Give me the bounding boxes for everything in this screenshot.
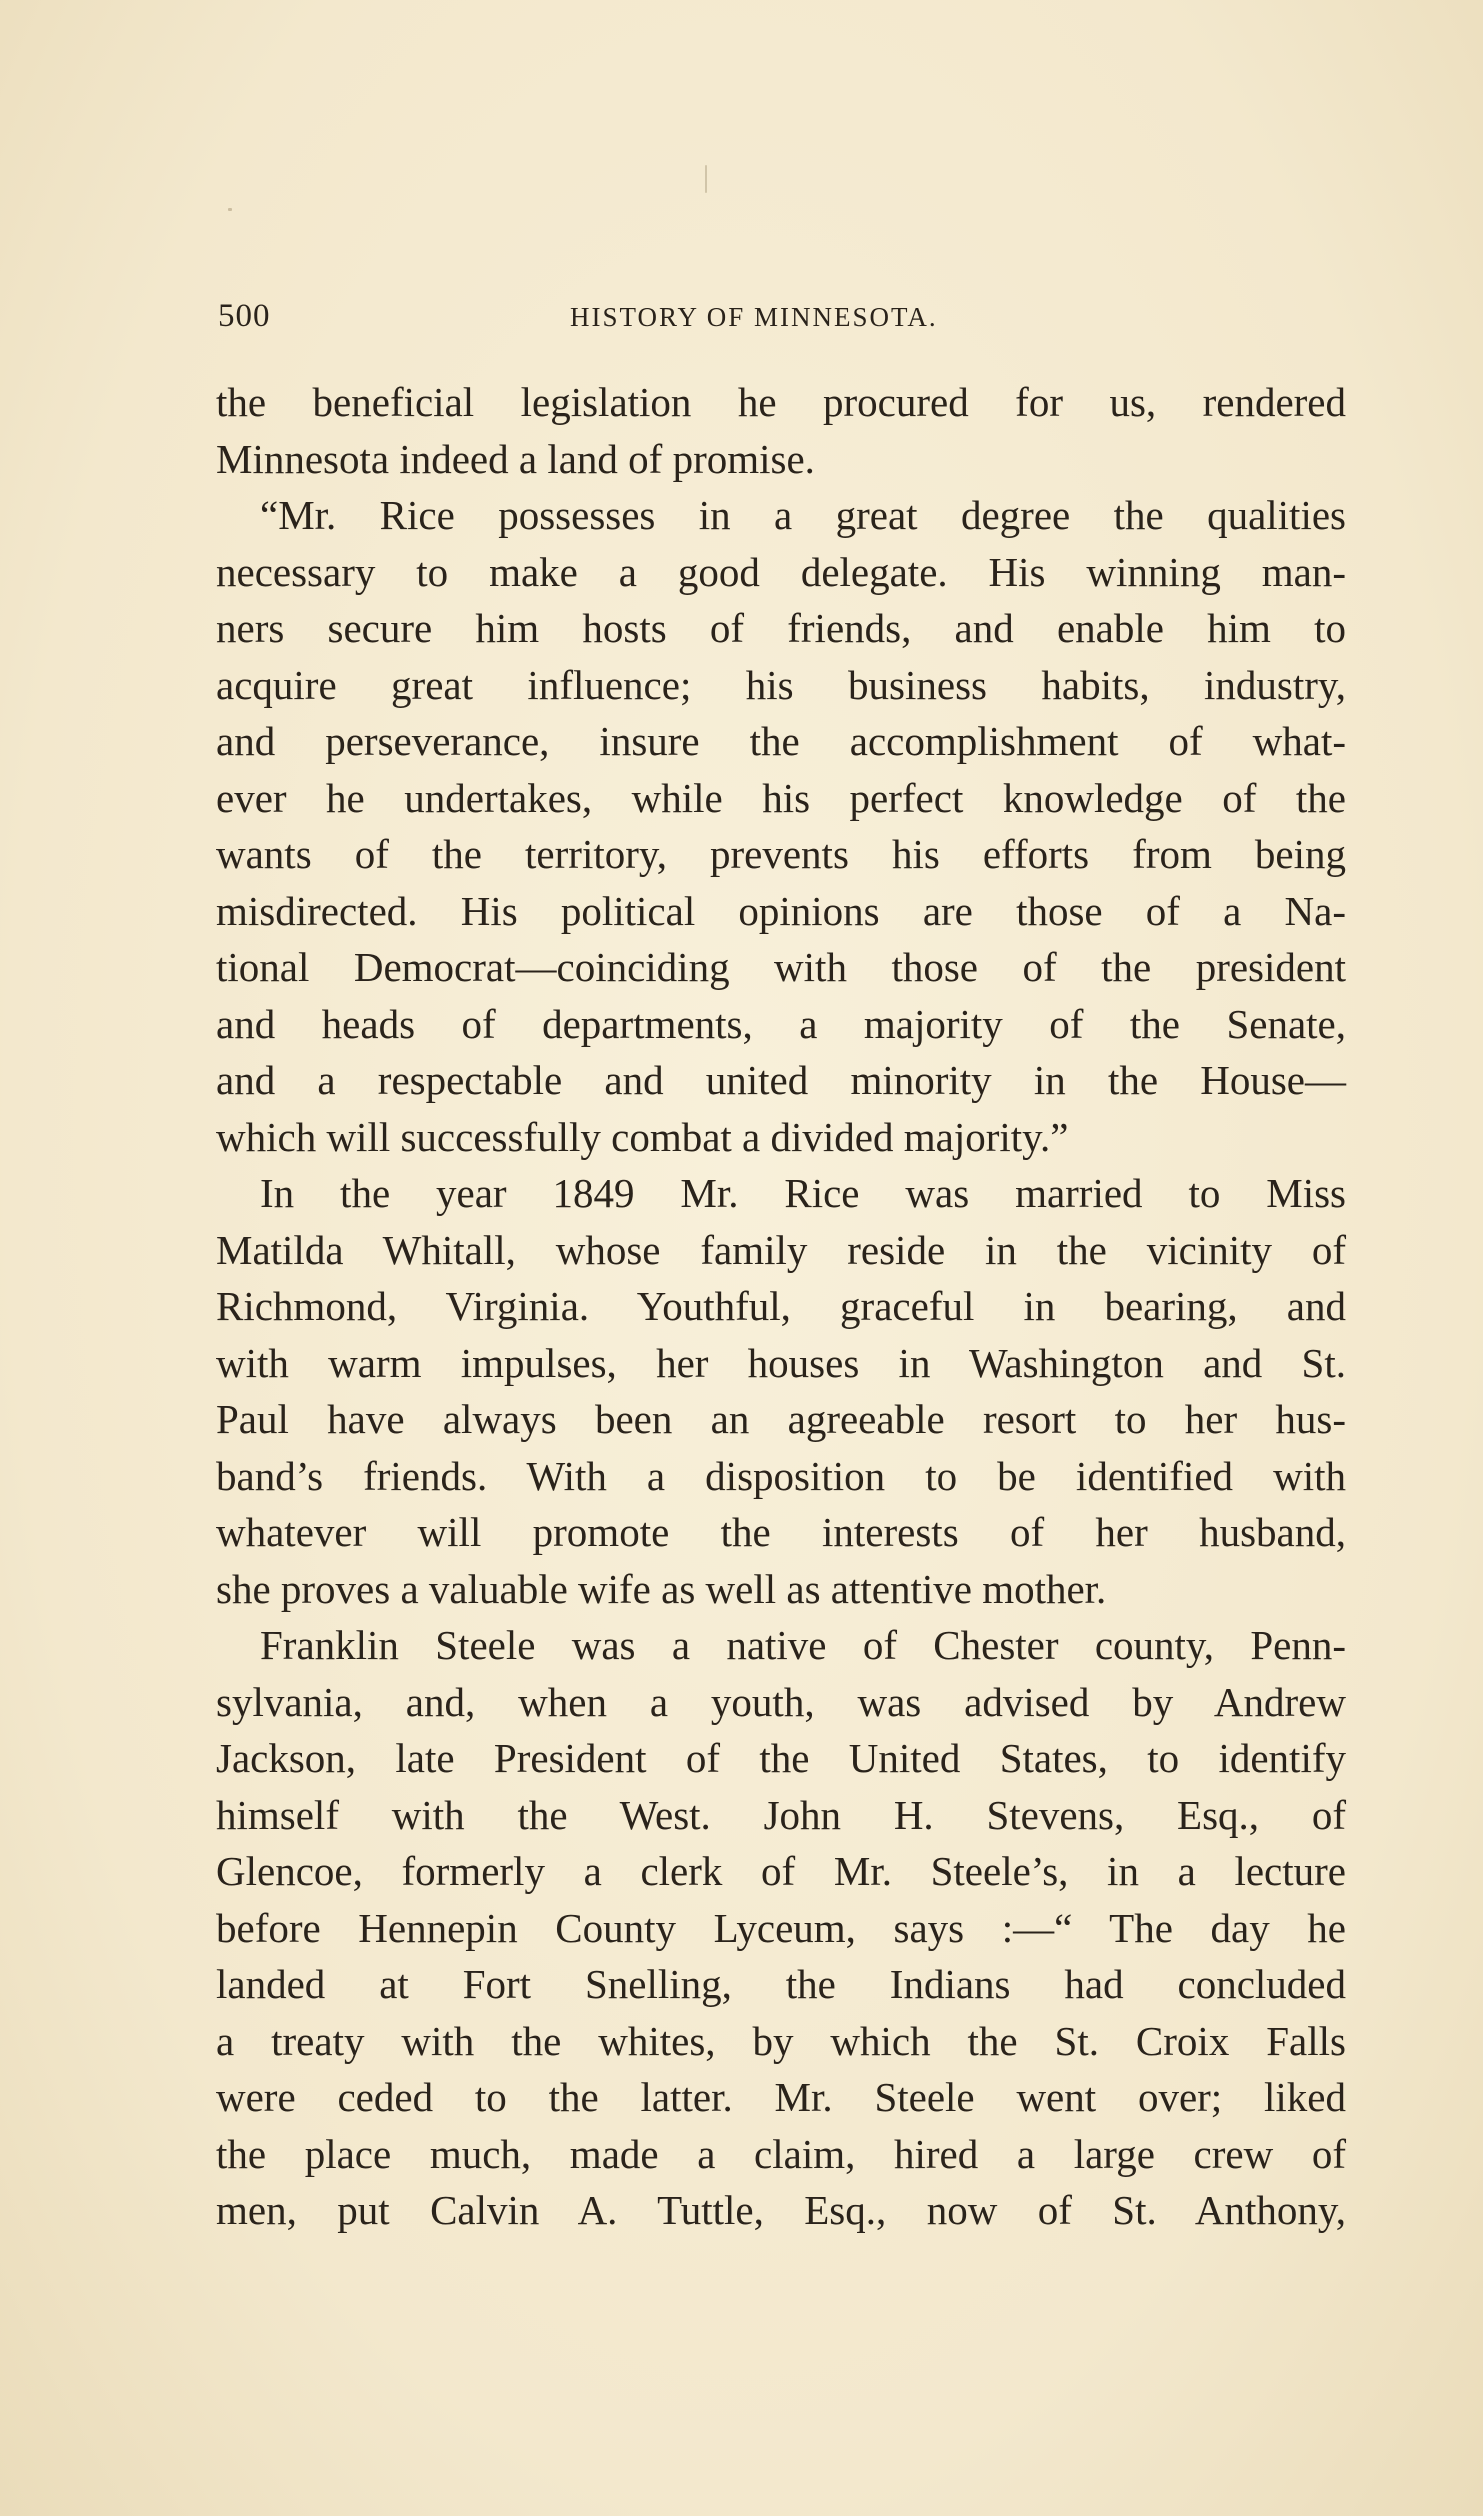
text-line: tional Democrat—coinciding with those of the president (216, 944, 1346, 990)
text-line: Franklin Steele was a native of Chester county, Penn- (260, 1622, 1346, 1668)
running-title: HISTORY OF MINNESOTA. (570, 302, 938, 332)
text-line: himself with the West. John H. Stevens, Esq., of (216, 1791, 1346, 1838)
text-line: Glencoe, formerly a clerk of Mr. Steele’s, in a lecture (216, 1848, 1346, 1894)
body-text (216, 374, 1346, 2239)
text-line: wants of the territory, prevents his efforts from being (216, 831, 1346, 877)
text-line: acquire great influence; his business habits, industry, (216, 661, 1346, 708)
text-line: In the year 1849 Mr. Rice was married to Miss (260, 1170, 1346, 1216)
text-line: sylvania, and, when a youth, was advised by Andrew (216, 1678, 1346, 1725)
running-head (218, 298, 1343, 338)
text-line: the place much, made a claim, hired a large crew of (216, 2130, 1346, 2177)
text-line: landed at Fort Snelling, the Indians had concluded (216, 1961, 1346, 2007)
text-line: ners secure him hosts of friends, and enable him to (216, 605, 1346, 651)
text-line: band’s friends. With a disposition to be identified with (216, 1452, 1346, 1499)
text-line: misdirected. His political opinions are those of a Na- (216, 887, 1346, 934)
text-line: Paul have always been an agreeable resort to her hus- (216, 1396, 1346, 1442)
text-line: before Hennepin County Lyceum, says :—“ The day he (216, 1904, 1346, 1951)
text-line: a treaty with the whites, by which the St. Croix Falls (216, 2017, 1346, 2064)
text-line: Richmond, Virginia. Youthful, graceful in bearing, and (216, 1283, 1346, 1329)
text-line: she proves a valuable wife as well as attentive mother. (216, 1565, 1107, 1612)
text-line: Matilda Whitall, whose family reside in the vicinity of (216, 1226, 1346, 1273)
text-line: and perseverance, insure the accomplishment of what- (216, 718, 1346, 764)
text-line: Minnesota indeed a land of promise. (216, 435, 815, 482)
text-line: Jackson, late President of the United States, to identify (216, 1735, 1346, 1781)
text-line: and heads of departments, a majority of the Senate, (216, 1000, 1346, 1047)
text-line: which will successfully combat a divided majority.” (216, 1113, 1069, 1160)
text-line: ever he undertakes, while his perfect knowledge of the (216, 774, 1346, 821)
text-line: were ceded to the latter. Mr. Steele went over; liked (216, 2074, 1346, 2120)
text-line: “Mr. Rice possesses in a great degree the qualities (260, 492, 1346, 538)
text-line: men, put Calvin A. Tuttle, Esq., now of St. Anthony, (216, 2187, 1346, 2233)
text-line: with warm impulses, her houses in Washington and St. (216, 1339, 1346, 1386)
page-number: 500 (218, 298, 271, 334)
text-line: necessary to make a good delegate. His winning man- (216, 548, 1346, 595)
text-line: the beneficial legislation he procured for us, rendered (216, 379, 1346, 425)
text-line: and a respectable and united minority in the House— (216, 1057, 1346, 1103)
text-line: whatever will promote the interests of her husband, (216, 1509, 1346, 1555)
paper-blemish (228, 208, 232, 211)
paper-blemish (705, 165, 707, 193)
